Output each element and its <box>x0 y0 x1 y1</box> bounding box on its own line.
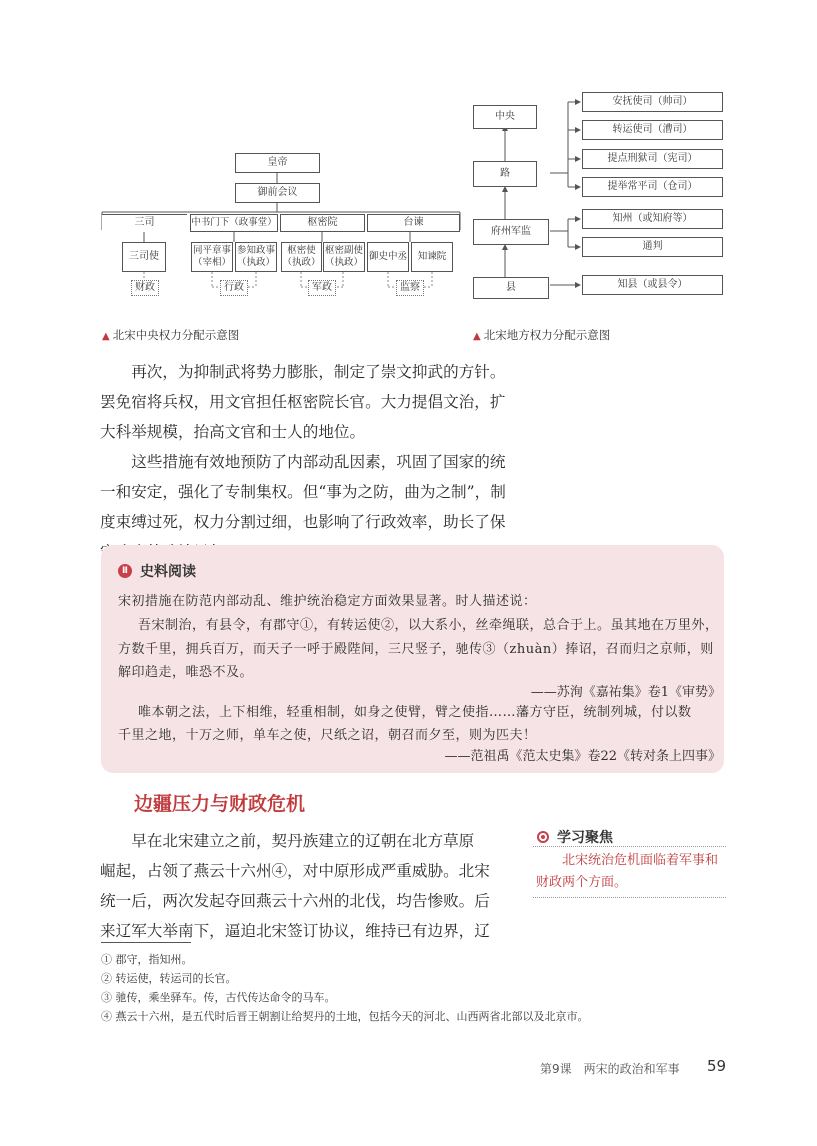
quote2-source: ——范祖禹《范太史集》卷22《转对条上四事》 <box>444 749 721 764</box>
section-line-1: 早在北宋建立之前，契丹族建立的辽朝在北方草原 <box>131 832 475 850</box>
learning-focus-title: 学习聚焦 <box>557 830 613 846</box>
power-supervision: 监察 <box>396 280 424 296</box>
quote1-line1: 吾宋制治，有县令，有郡守①，有转运使②，以大系小，丝牵绳联，总合于上。虽其地在万里外， <box>138 618 719 633</box>
local-diagram-caption-text: 北宋地方权力分配示意图 <box>483 328 611 342</box>
source-reading-title <box>118 561 196 581</box>
sub-military-vice-role: （执政） <box>324 257 363 268</box>
office-magistrate: 知县（或县令） <box>582 275 723 295</box>
target-icon <box>537 831 549 843</box>
county-box: 县 <box>473 277 549 299</box>
sub-remonstrance: 知谏院 <box>411 242 453 272</box>
office-pacification: 安抚使司（帅司） <box>582 92 723 112</box>
sub-military-vice-name: 枢密副使 <box>324 245 363 257</box>
council-box: 御前会议 <box>235 183 320 203</box>
sub-chancellor <box>191 242 233 272</box>
central-box: 中央 <box>473 105 537 129</box>
sub-chancellor-name: 同平章事 <box>192 245 231 257</box>
office-granary: 提举常平司（仓司） <box>582 177 723 197</box>
footnote-1: ① 郡守，指知州。 <box>101 953 193 966</box>
focus-divider-bottom <box>533 897 726 898</box>
paragraph-1: 再次，为抑制武将势力膨胀，制定了崇文抑武的方针。罢免宿将兵权，用文官担任枢密院长官。大力提倡文治，扩大科举规模，抬高文官和士人的地位。 <box>100 363 506 441</box>
sub-vice-chancellor <box>235 242 277 272</box>
body-paragraphs <box>100 357 510 567</box>
sub-vice-chancellor-role: （执政） <box>236 257 275 268</box>
footnote-rule <box>101 942 191 943</box>
footnote-2: ② 转运使，转运司的长官。 <box>101 972 237 985</box>
learning-focus-text: 北宋统治危机面临着军事和财政两个方面。 <box>536 853 719 890</box>
scroll-icon: Ⅱ <box>118 564 132 578</box>
source-intro: 宋初措施在防范内部动乱、维护统治稳定方面效果显著。时人描述说： <box>118 594 537 609</box>
learning-focus-heading <box>537 827 613 847</box>
dept-secretariat: 中书门下（政事堂） <box>190 214 278 232</box>
office-judicial: 提点刑狱司（宪司） <box>582 149 723 169</box>
lesson-footer: 第9课 两宋的政治和军事 <box>540 1062 680 1076</box>
footnote-3: ③ 驰传，乘坐驿车。传，古代传达命令的马车。 <box>101 991 336 1004</box>
office-prefect: 知州（或知府等） <box>582 209 723 229</box>
footnote-4: ④ 燕云十六州，是五代时后晋王朝割让给契丹的土地，包括今天的河北、山西两省北部以及北京市。 <box>101 1010 589 1023</box>
focus-divider-top <box>533 846 726 847</box>
dept-military: 枢密院 <box>280 214 365 232</box>
sub-chancellor-role: （宰相） <box>192 257 231 268</box>
quote1-source: ——苏洵《嘉祐集》卷1《审势》 <box>530 685 721 700</box>
section-title: 边疆压力与财政危机 <box>134 793 306 815</box>
quote1-line2: 方数千里，拥兵百万，而天子一呼于殿陛间，三尺竖子，驰传③（zhuàn）捧诏，召而归之京师，则 <box>118 642 714 657</box>
dept-censorate: 台谏 <box>367 214 460 232</box>
power-admin: 行政 <box>220 280 248 296</box>
dept-finance: 三司 <box>102 214 187 232</box>
central-diagram-caption: ▲ 北宋中央权力分配示意图 <box>102 328 240 342</box>
paragraph-2: 这些措施有效地预防了内部动乱因素，巩固了国家的统一和安定，强化了专制集权。但“事为之防，曲为之制”，制度束缚过死，权力分割过细，也影响了行政效率，助长了保 <box>100 453 506 531</box>
section-paragraph <box>100 826 520 946</box>
central-diagram-caption-text: 北宋中央权力分配示意图 <box>112 328 240 342</box>
sub-military-commissioner-role: （执政） <box>282 257 321 268</box>
quote1-line3: 解印趋走，唯恐不及。 <box>118 665 254 680</box>
section-line-4: 来辽军大举南下，逼迫北宋签订协议，维持已有边界，辽 <box>100 922 490 940</box>
office-tongpan: 通判 <box>582 237 723 257</box>
quote2-line1: 唯本朝之法，上下相维，轻重相制，如身之使臂，臂之使指……藩方守臣，统制列城，付以数 <box>138 705 692 720</box>
sub-military-commissioner <box>281 242 322 272</box>
sub-finance-commissioner: 三司使 <box>122 242 166 272</box>
prefecture-box: 府州军监 <box>473 219 549 245</box>
quote2-line2: 千里之地，十万之师，单车之使，尺纸之诏，朝召而夕至，则为匹夫！ <box>118 728 537 743</box>
sub-military-vice <box>323 242 365 272</box>
section-line-2: 崛起，占领了燕云十六州④，对中原形成严重威胁。北宋 <box>100 862 490 880</box>
section-line-3: 统一后，两次发起夺回燕云十六州的北伐，均告惨败。后 <box>100 892 490 910</box>
local-diagram-caption: ▲ 北宋地方权力分配示意图 <box>473 328 611 342</box>
circuit-box: 路 <box>473 161 537 187</box>
source-reading-title-text: 史料阅读 <box>140 564 196 580</box>
sub-military-commissioner-name: 枢密使 <box>287 245 316 257</box>
emperor-box: 皇帝 <box>235 153 320 173</box>
office-transport: 转运使司（漕司） <box>582 120 723 140</box>
sub-vice-chancellor-name: 参知政事 <box>236 245 275 257</box>
power-finance: 财政 <box>131 280 159 296</box>
sub-censor: 御史中丞 <box>367 242 409 272</box>
power-military: 军政 <box>308 280 336 296</box>
page-number: 59 <box>707 1057 727 1075</box>
